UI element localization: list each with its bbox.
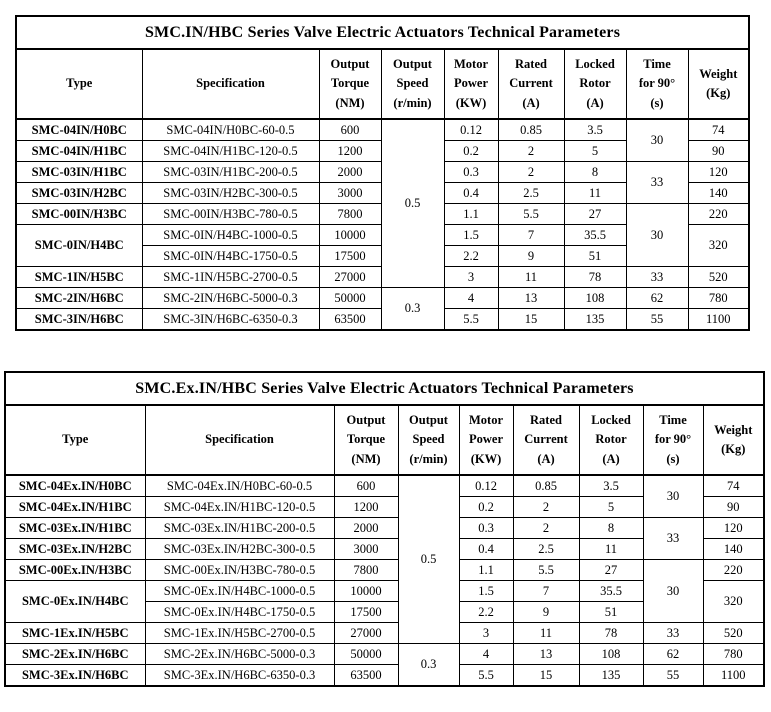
num-cell: 4 [444, 288, 498, 309]
type-cell: SMC-04IN/H0BC [16, 119, 142, 141]
column-header: Time for 90° (s) [643, 405, 703, 475]
num-cell: 4 [459, 644, 513, 665]
spec-cell: SMC-3IN/H6BC-6350-0.3 [142, 309, 319, 331]
num-cell: 1.5 [459, 581, 513, 602]
num-cell: 0.3 [444, 162, 498, 183]
num-cell: 0.3 [398, 644, 459, 687]
num-cell: 33 [626, 267, 688, 288]
num-cell: 0.5 [381, 119, 444, 288]
num-cell: 600 [319, 119, 381, 141]
type-cell: SMC-03Ex.IN/H2BC [5, 539, 145, 560]
num-cell: 0.3 [381, 288, 444, 331]
type-cell: SMC-2IN/H6BC [16, 288, 142, 309]
num-cell: 135 [564, 309, 626, 331]
num-cell: 2 [513, 518, 579, 539]
num-cell: 1.1 [459, 560, 513, 581]
spec-cell: SMC-00Ex.IN/H3BC-780-0.5 [145, 560, 334, 581]
column-header: Specification [145, 405, 334, 475]
num-cell: 5 [564, 141, 626, 162]
num-cell: 35.5 [579, 581, 643, 602]
num-cell: 13 [498, 288, 564, 309]
column-header: Output Torque (NM) [319, 49, 381, 119]
num-cell: 2 [498, 162, 564, 183]
type-cell: SMC-04Ex.IN/H0BC [5, 475, 145, 497]
type-cell: SMC-03Ex.IN/H1BC [5, 518, 145, 539]
num-cell: 520 [688, 267, 749, 288]
num-cell: 108 [579, 644, 643, 665]
spec-cell: SMC-04IN/H1BC-120-0.5 [142, 141, 319, 162]
column-header: Rated Current (A) [513, 405, 579, 475]
num-cell: 17500 [319, 246, 381, 267]
num-cell: 600 [334, 475, 398, 497]
num-cell: 30 [643, 560, 703, 623]
spec-cell: SMC-00IN/H3BC-780-0.5 [142, 204, 319, 225]
spec-cell: SMC-1Ex.IN/H5BC-2700-0.5 [145, 623, 334, 644]
num-cell: 9 [513, 602, 579, 623]
num-cell: 8 [579, 518, 643, 539]
spec-cell: SMC-04IN/H0BC-60-0.5 [142, 119, 319, 141]
table-body [5, 475, 764, 686]
column-header: Weight (Kg) [703, 405, 764, 475]
num-cell: 33 [626, 162, 688, 204]
num-cell: 63500 [319, 309, 381, 331]
table-title-row [5, 372, 764, 405]
num-cell: 51 [579, 602, 643, 623]
num-cell: 220 [688, 204, 749, 225]
type-cell: SMC-2Ex.IN/H6BC [5, 644, 145, 665]
num-cell: 7800 [319, 204, 381, 225]
num-cell: 90 [688, 141, 749, 162]
column-header: Type [5, 405, 145, 475]
column-header: Time for 90° (s) [626, 49, 688, 119]
num-cell: 1.5 [444, 225, 498, 246]
num-cell: 15 [513, 665, 579, 687]
num-cell: 120 [703, 518, 764, 539]
column-header: Motor Power (KW) [444, 49, 498, 119]
num-cell: 27 [579, 560, 643, 581]
type-cell: SMC-1Ex.IN/H5BC [5, 623, 145, 644]
num-cell: 30 [626, 119, 688, 162]
type-cell: SMC-0Ex.IN/H4BC [5, 581, 145, 623]
num-cell: 5 [579, 497, 643, 518]
table-row [5, 665, 764, 687]
num-cell: 5.5 [444, 309, 498, 331]
num-cell: 11 [564, 183, 626, 204]
column-header: Rated Current (A) [498, 49, 564, 119]
num-cell: 2.5 [513, 539, 579, 560]
num-cell: 7800 [334, 560, 398, 581]
column-header: Weight (Kg) [688, 49, 749, 119]
num-cell: 0.85 [513, 475, 579, 497]
num-cell: 50000 [334, 644, 398, 665]
num-cell: 55 [643, 665, 703, 687]
num-cell: 13 [513, 644, 579, 665]
spec-cell: SMC-0IN/H4BC-1000-0.5 [142, 225, 319, 246]
num-cell: 5.5 [459, 665, 513, 687]
num-cell: 74 [688, 119, 749, 141]
num-cell: 1200 [334, 497, 398, 518]
spec-cell: SMC-03Ex.IN/H1BC-200-0.5 [145, 518, 334, 539]
num-cell: 74 [703, 475, 764, 497]
table-smc-ex-in-hbc [4, 371, 765, 687]
spec-cell: SMC-0IN/H4BC-1750-0.5 [142, 246, 319, 267]
table-body [16, 119, 749, 330]
num-cell: 3.5 [564, 119, 626, 141]
num-cell: 1100 [703, 665, 764, 687]
spec-cell: SMC-2Ex.IN/H6BC-5000-0.3 [145, 644, 334, 665]
num-cell: 1.1 [444, 204, 498, 225]
num-cell: 3 [459, 623, 513, 644]
table-row [16, 288, 749, 309]
table-row [5, 518, 764, 539]
spec-cell: SMC-0Ex.IN/H4BC-1000-0.5 [145, 581, 334, 602]
num-cell: 55 [626, 309, 688, 331]
column-header: Output Speed (r/min) [398, 405, 459, 475]
num-cell: 62 [626, 288, 688, 309]
num-cell: 0.2 [459, 497, 513, 518]
num-cell: 780 [688, 288, 749, 309]
spec-cell: SMC-1IN/H5BC-2700-0.5 [142, 267, 319, 288]
column-header: Output Torque (NM) [334, 405, 398, 475]
num-cell: 2.5 [498, 183, 564, 204]
num-cell: 15 [498, 309, 564, 331]
num-cell: 135 [579, 665, 643, 687]
num-cell: 520 [703, 623, 764, 644]
num-cell: 0.12 [444, 119, 498, 141]
type-cell: SMC-04IN/H1BC [16, 141, 142, 162]
num-cell: 62 [643, 644, 703, 665]
num-cell: 5.5 [498, 204, 564, 225]
spec-cell: SMC-04Ex.IN/H0BC-60-0.5 [145, 475, 334, 497]
num-cell: 51 [564, 246, 626, 267]
spec-cell: SMC-0Ex.IN/H4BC-1750-0.5 [145, 602, 334, 623]
num-cell: 11 [498, 267, 564, 288]
table-title: SMC.Ex.IN/HBC Series Valve Electric Actuators Technical Parameters [5, 372, 764, 405]
table-row [5, 644, 764, 665]
num-cell: 50000 [319, 288, 381, 309]
table-smc-in-hbc [15, 15, 750, 331]
spec-cell: SMC-03IN/H1BC-200-0.5 [142, 162, 319, 183]
column-header: Specification [142, 49, 319, 119]
num-cell: 11 [513, 623, 579, 644]
num-cell: 63500 [334, 665, 398, 687]
num-cell: 8 [564, 162, 626, 183]
num-cell: 3.5 [579, 475, 643, 497]
spec-cell: SMC-03IN/H2BC-300-0.5 [142, 183, 319, 204]
num-cell: 17500 [334, 602, 398, 623]
table-row [5, 475, 764, 497]
type-cell: SMC-04Ex.IN/H1BC [5, 497, 145, 518]
num-cell: 2.2 [444, 246, 498, 267]
num-cell: 35.5 [564, 225, 626, 246]
num-cell: 5.5 [513, 560, 579, 581]
num-cell: 1200 [319, 141, 381, 162]
num-cell: 108 [564, 288, 626, 309]
num-cell: 7 [513, 581, 579, 602]
num-cell: 1100 [688, 309, 749, 331]
type-cell: SMC-0IN/H4BC [16, 225, 142, 267]
num-cell: 0.12 [459, 475, 513, 497]
type-cell: SMC-00Ex.IN/H3BC [5, 560, 145, 581]
table-row [5, 560, 764, 581]
table-header-row [16, 49, 749, 119]
type-cell: SMC-00IN/H3BC [16, 204, 142, 225]
num-cell: 0.85 [498, 119, 564, 141]
type-cell: SMC-03IN/H2BC [16, 183, 142, 204]
num-cell: 0.2 [444, 141, 498, 162]
spec-cell: SMC-04Ex.IN/H1BC-120-0.5 [145, 497, 334, 518]
num-cell: 7 [498, 225, 564, 246]
spec-cell: SMC-03Ex.IN/H2BC-300-0.5 [145, 539, 334, 560]
column-header: Output Speed (r/min) [381, 49, 444, 119]
num-cell: 320 [703, 581, 764, 623]
num-cell: 140 [688, 183, 749, 204]
spec-cell: SMC-2IN/H6BC-5000-0.3 [142, 288, 319, 309]
column-header: Locked Rotor (A) [579, 405, 643, 475]
num-cell: 320 [688, 225, 749, 267]
num-cell: 27 [564, 204, 626, 225]
type-cell: SMC-03IN/H1BC [16, 162, 142, 183]
num-cell: 30 [643, 475, 703, 518]
num-cell: 11 [579, 539, 643, 560]
column-header: Locked Rotor (A) [564, 49, 626, 119]
num-cell: 90 [703, 497, 764, 518]
num-cell: 140 [703, 539, 764, 560]
num-cell: 0.4 [459, 539, 513, 560]
num-cell: 3 [444, 267, 498, 288]
num-cell: 220 [703, 560, 764, 581]
num-cell: 33 [643, 623, 703, 644]
table-header-row [5, 405, 764, 475]
spec-cell: SMC-3Ex.IN/H6BC-6350-0.3 [145, 665, 334, 687]
num-cell: 780 [703, 644, 764, 665]
table-row [5, 623, 764, 644]
num-cell: 78 [564, 267, 626, 288]
num-cell: 0.3 [459, 518, 513, 539]
num-cell: 2.2 [459, 602, 513, 623]
table-title-row [16, 16, 749, 49]
num-cell: 33 [643, 518, 703, 560]
num-cell: 120 [688, 162, 749, 183]
num-cell: 9 [498, 246, 564, 267]
type-cell: SMC-3Ex.IN/H6BC [5, 665, 145, 687]
num-cell: 2 [498, 141, 564, 162]
num-cell: 10000 [319, 225, 381, 246]
num-cell: 2 [513, 497, 579, 518]
num-cell: 2000 [334, 518, 398, 539]
type-cell: SMC-3IN/H6BC [16, 309, 142, 331]
table-title: SMC.IN/HBC Series Valve Electric Actuators Technical Parameters [16, 16, 749, 49]
num-cell: 78 [579, 623, 643, 644]
num-cell: 30 [626, 204, 688, 267]
column-header: Motor Power (KW) [459, 405, 513, 475]
num-cell: 10000 [334, 581, 398, 602]
table-row [16, 119, 749, 141]
num-cell: 3000 [319, 183, 381, 204]
num-cell: 0.4 [444, 183, 498, 204]
num-cell: 2000 [319, 162, 381, 183]
type-cell: SMC-1IN/H5BC [16, 267, 142, 288]
num-cell: 27000 [319, 267, 381, 288]
num-cell: 3000 [334, 539, 398, 560]
num-cell: 27000 [334, 623, 398, 644]
num-cell: 0.5 [398, 475, 459, 644]
column-header: Type [16, 49, 142, 119]
